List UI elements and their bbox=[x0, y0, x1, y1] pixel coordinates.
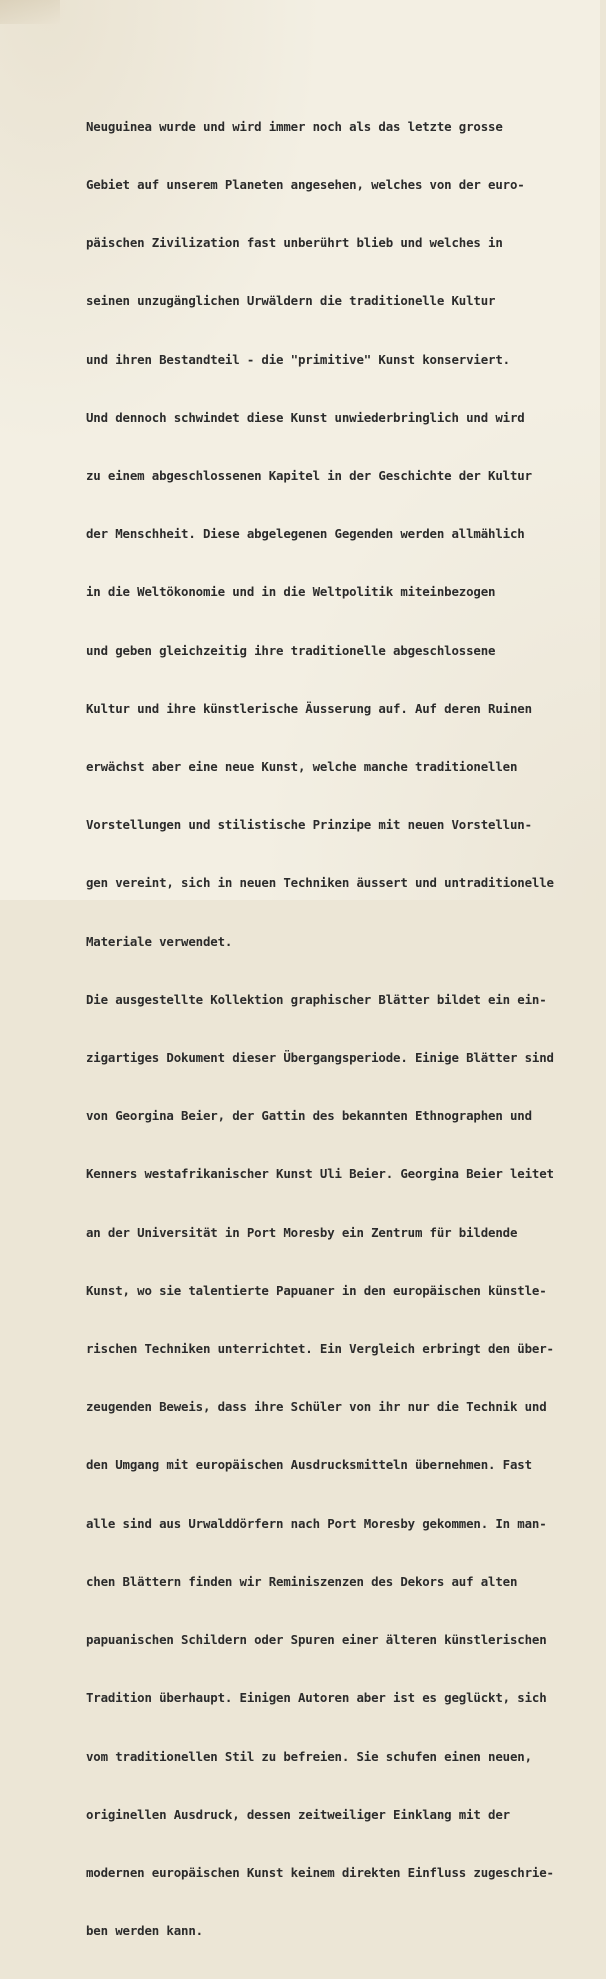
text-line: seinen unzugänglichen Urwäldern die traditionelle Kultur bbox=[86, 293, 496, 309]
text-line: Kenners westafrikanischer Kunst Uli Beier. Georgina Beier leitet bbox=[86, 1166, 554, 1182]
text-line: und geben gleichzeitig ihre traditionelle abgeschlossene bbox=[86, 642, 496, 658]
text-line: Materiale verwendet. bbox=[86, 933, 233, 949]
text-line: in die Weltökonomie und in die Weltpolitik miteinbezogen bbox=[86, 584, 496, 600]
text-line: vom traditionellen Stil zu befreien. Sie schufen einen neuen, bbox=[86, 1748, 532, 1764]
text-line: von Georgina Beier, der Gattin des bekannten Ethnographen und bbox=[86, 1108, 532, 1124]
text-line: modernen europäischen Kunst keinem direkten Einfluss zugeschrie- bbox=[86, 1864, 554, 1880]
text-line: gen vereint, sich in neuen Techniken äussert und untraditionelle bbox=[86, 875, 554, 891]
text-line: alle sind aus Urwalddörfern nach Port Moresby gekommen. In man- bbox=[86, 1515, 547, 1531]
text-line: Neuguinea wurde und wird immer noch als das letzte grosse bbox=[86, 118, 503, 134]
text-line: ben werden kann. bbox=[86, 1923, 203, 1939]
text-line: Kunst, wo sie talentierte Papuaner in den europäischen künstle- bbox=[86, 1282, 547, 1298]
text-line: zu einem abgeschlossenen Kapitel in der Geschichte der Kultur bbox=[86, 468, 532, 484]
text-line: Kultur und ihre künstlerische Äusserung auf. Auf deren Ruinen bbox=[86, 700, 532, 716]
text-line: erwächst aber eine neue Kunst, welche manche traditionellen bbox=[86, 759, 518, 775]
text-line: originellen Ausdruck, dessen zeitweiliger Einklang mit der bbox=[86, 1806, 510, 1822]
text-line: Und dennoch schwindet diese Kunst unwiederbringlich und wird bbox=[86, 409, 525, 425]
text-line: Die ausgestellte Kollektion graphischer Blätter bildet ein ein- bbox=[86, 991, 547, 1007]
text-line: chen Blättern finden wir Reminiszenzen des Dekors auf alten bbox=[86, 1573, 518, 1589]
text-line: papuanischen Schildern oder Spuren einer älteren künstlerischen bbox=[86, 1632, 547, 1648]
text-line: und ihren Bestandteil - die "primitive" Kunst konserviert. bbox=[86, 351, 510, 367]
text-line: zigartiges Dokument dieser Übergangsperiode. Einige Blätter sind bbox=[86, 1050, 554, 1066]
text-line: an der Universität in Port Moresby ein Zentrum für bildende bbox=[86, 1224, 518, 1240]
text-line: der Menschheit. Diese abgelegenen Gegenden werden allmählich bbox=[86, 526, 525, 542]
paper-fold-mark bbox=[0, 0, 60, 24]
text-line: Tradition überhaupt. Einigen Autoren aber ist es geglückt, sich bbox=[86, 1690, 547, 1706]
typed-text-block bbox=[86, 78, 606, 1979]
text-line: zeugenden Beweis, dass ihre Schüler von ihr nur die Technik und bbox=[86, 1399, 547, 1415]
text-line: den Umgang mit europäischen Ausdrucksmitteln übernehmen. Fast bbox=[86, 1457, 532, 1473]
text-line: päischen Zivilization fast unberührt blieb und welches in bbox=[86, 235, 503, 251]
text-line: rischen Techniken unterrichtet. Ein Vergleich erbringt den über- bbox=[86, 1341, 554, 1357]
text-line: Gebiet auf unserem Planeten angesehen, welches von der euro- bbox=[86, 177, 525, 193]
text-line: Vorstellungen und stilistische Prinzipe mit neuen Vorstellun- bbox=[86, 817, 532, 833]
